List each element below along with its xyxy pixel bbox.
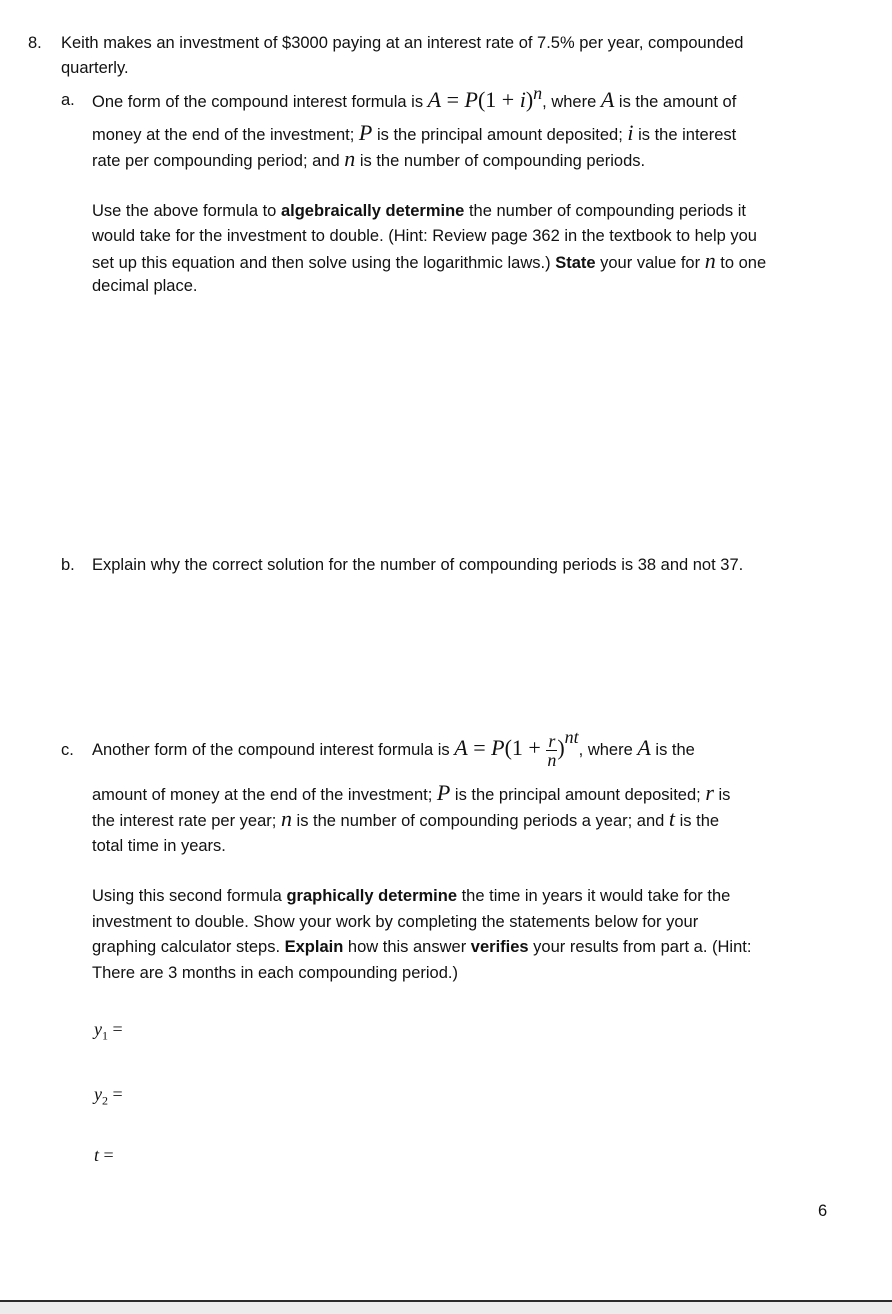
part-b-label: b. [61, 556, 75, 574]
part-a-instruction-line-2: would take for the investment to double. (Hint: Review page 362 in the textbook to help you [92, 227, 757, 245]
part-a-label: a. [61, 91, 75, 109]
part-a-instruction-line-1: Use the above formula to algebraically determine the number of compounding periods it [92, 202, 746, 220]
part-a-instruction-line-3: set up this equation and then solve using the logarithmic laws.) State your value for n to one [92, 248, 767, 273]
part-c-line-1: Another form of the compound interest formula is A = P(1 + $\frac{r}{n}$ )$^{nt}$, where A is the [92, 727, 695, 771]
part-c-instruction-line-4: There are 3 months in each compounding period.) [92, 964, 458, 982]
t-statement: t = [94, 1145, 114, 1165]
part-b-text: Explain why the correct solution for the number of compounding periods is 38 and not 37. [92, 556, 744, 574]
page-number: 6 [818, 1202, 828, 1220]
part-a-line-3: rate per compounding period; and n is the number of compounding periods. [92, 146, 646, 171]
part-c-instruction-line-1: Using this second formula graphically determine the time in years it would take for the [92, 887, 731, 905]
part-c-label: c. [61, 741, 74, 759]
part-a-instruction-line-4: decimal place. [92, 277, 198, 295]
question-intro-line-2: quarterly. [61, 59, 129, 77]
part-a-line-2: money at the end of the investment; P is the principal amount deposited; i is the interest [92, 120, 737, 145]
fraction-r-over-n: $\frac{r}{n}$ [547, 731, 557, 771]
y2-statement: $y_2$ = [94, 1084, 123, 1108]
y1-statement: $y_1$ = [94, 1019, 123, 1043]
part-c-instruction-line-2: investment to double. Show your work by completing the statements below for your [92, 913, 699, 931]
part-c-line-3: the interest rate per year; n is the number of compounding periods a year; and t is the [92, 806, 720, 831]
question-intro-line-1: Keith makes an investment of $3000 paying at an interest rate of 7.5% per year, compounded [61, 34, 744, 52]
question-number: 8. [28, 34, 42, 52]
part-a-line-1: One form of the compound interest formula is $A = P(1 + i)^n$, where A is the amount of [92, 83, 737, 112]
part-c-line-2: amount of money at the end of the investment; P is the principal amount deposited; r is [92, 780, 731, 805]
part-c-line-4: total time in years. [92, 837, 226, 855]
part-c-instruction-line-3: graphing calculator steps. Explain how this answer verifies your results from part a. (Hint: [92, 938, 752, 956]
